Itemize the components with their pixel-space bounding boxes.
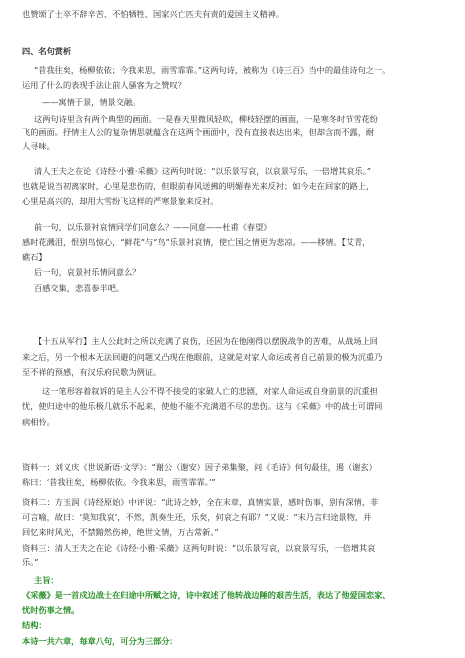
text-line: 至不祥的预感，有汉乐府民歌为例证。 — [22, 367, 162, 377]
text-line: ——寓情于景，情景交融。 — [42, 97, 141, 107]
reference-line: 回忆来时风光，不禁黯然伤神，绝世文情，万古常新。” — [22, 527, 219, 537]
structure-label: 结构： — [22, 620, 47, 630]
text-line: 运用了什么的表现手法让前人骚客为之赞叹？ — [22, 80, 186, 90]
text-line: “昔我往矣，杨柳依依；今我来思，雨雪霏霏。”这两句诗，被称为《诗三百》当中的最佳诗句之一。 — [34, 65, 391, 75]
reference-line: 可言喻，故曰：‘莫知我哀’，不然，凯奏生还，乐矣，何哀之有耶？”又说：“末乃言归途景物，并 — [22, 512, 372, 522]
structure-text: 本诗一共六章，每章八句，可分为三部分： — [22, 636, 178, 646]
section-title: 四、名句赏析 — [22, 46, 72, 56]
reference-line: 资料三：清人王夫之在论《诗经·小雅·采薇》这两句时说：“以乐景写哀，以哀景写乐，一倍增其哀 — [22, 543, 376, 553]
text-line: 心里是高兴的，却用大雪纷飞这样的严寒景象来反衬。 — [22, 196, 219, 206]
text-line: 【十五从军行】主人公此时之所以充满了哀伤，还因为在他刚得以摆脱战争的苦难，从战场上回 — [34, 336, 378, 346]
reference-line: 称曰：‘昔我往矣，杨柳依依。今我来思，雨雪霏霏。’” — [22, 477, 216, 487]
text-line: 来之后，另一个根本无法回避的问题又凸现在他眼前，这就是对家人命运或者自己前景的极为沉重乃 — [22, 352, 383, 362]
text-line: 忧，使归途中的他乐极几就乐不起来，使他不能不充满道不尽的悲伤。这与《采薇》中的战士可谓同 — [22, 401, 383, 411]
reference-line: 资料一：刘义庆《世说新语·文学》：“谢公（谢安）因子弟集聚，问《毛诗》何句最佳，遏（谢玄） — [22, 462, 377, 472]
text-line: 后一句，哀景衬乐情同意么？ — [34, 267, 141, 277]
text-line: 人寻味。 — [22, 141, 55, 151]
text-line: 礁石】 — [22, 252, 47, 262]
intro-line: 也赞颂了士卒不辞辛苦、不怕牺牲、国家兴亡匹夫有责的爱国主义精神。 — [22, 9, 285, 19]
text-line: 这一笔形容着叙诉的是主人公不得不接受的家破人亡的悲剧，对家人命运或自身前景的沉重担 — [42, 386, 378, 396]
text-line: 也就是说当初离家时，心里是悲伤的，但眼前春风送拂的明媚春光来反衬；如今走在回家的路上， — [22, 181, 375, 191]
text-line: 清人王夫之在论《诗经·小雅·采薇》这两句时说：“以乐景写哀，以哀景写乐，一倍增其哀乐。” — [34, 166, 371, 176]
text-line: 感时花溅泪，恨别鸟惊心，“鲜花”与“鸟”乐景衬哀情，使亡国之情更为悲凉。——移情。【艾青， — [22, 237, 371, 247]
reference-line: 乐。” — [22, 557, 39, 567]
text-line: 这两句诗里含有两个典型的画面。一是春天里微风轻吹，柳枝轻摆的画面，一是寒冬时节雪花纷 — [34, 114, 378, 124]
text-line: 病相怜。 — [22, 417, 55, 427]
theme-label: 主旨： — [34, 575, 59, 585]
text-line: 前一句，以乐景衬哀情同学们同意么？——同意——杜甫《春望》 — [34, 222, 272, 232]
text-line: 飞的画面。抒情主人公的复杂情思就蕴含在这两个画面中，没有直接表达出来，但却含而不露，耐 — [22, 127, 375, 137]
theme-text: 《采薇》是一首戍边战士在归途中所赋之诗，诗中叙述了他转战边陲的艰苦生活，表达了他爱国恋家、 — [22, 590, 391, 600]
theme-text: 忧时伤事之情。 — [22, 605, 80, 615]
text-line: 百感交集，悲喜参半吧。 — [34, 283, 125, 293]
reference-line: 资料二：方玉润《诗经原始》中评说：“此诗之妙，全在末章，真情实景，感时伤事，别有深情，非 — [22, 497, 379, 507]
